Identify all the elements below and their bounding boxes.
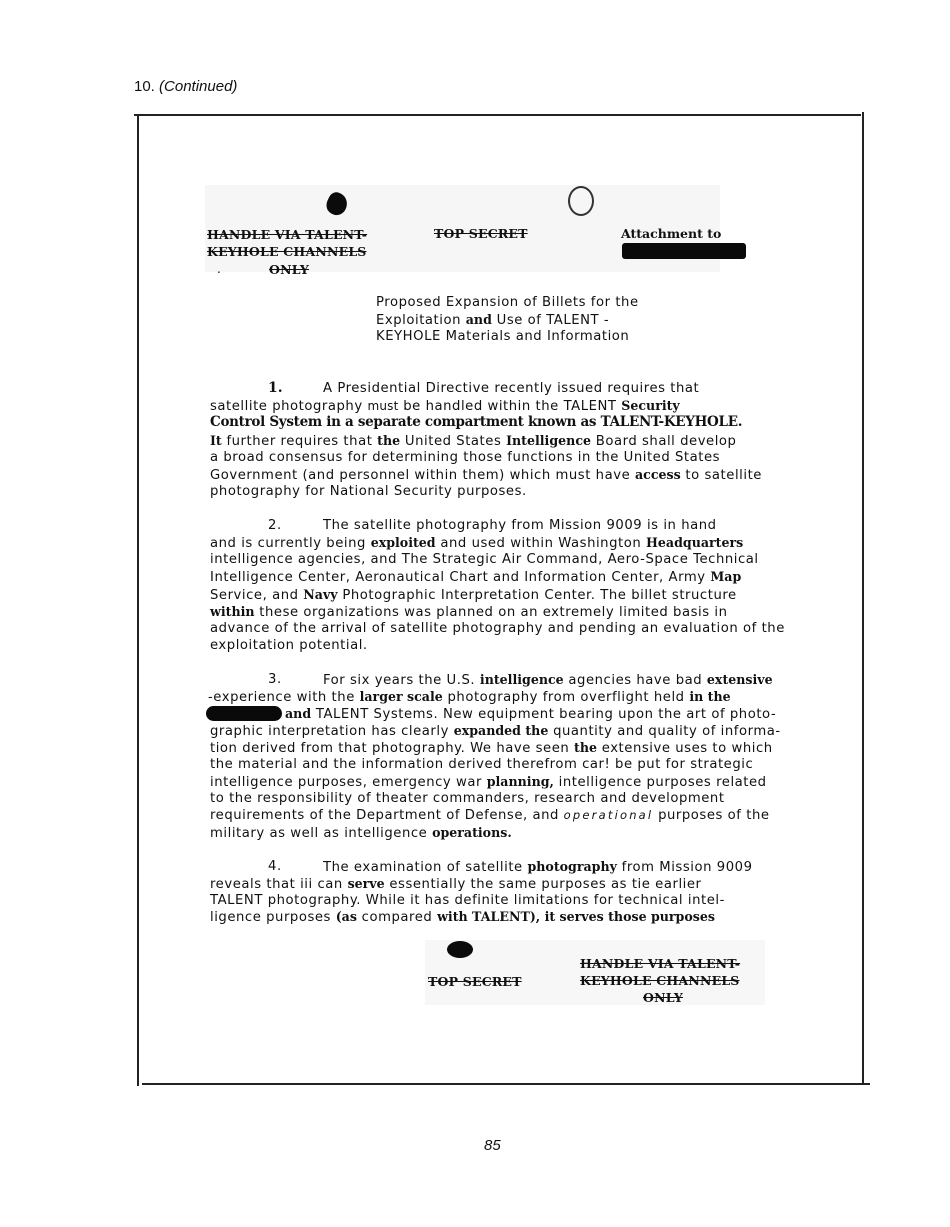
- footer-handle-line3: ONLY: [643, 990, 684, 1005]
- paragraph-line: advance of the arrival of satellite photography and pending an evaluation of the: [210, 621, 785, 636]
- memo-title-line3: KEYHOLE Materials and Information: [376, 329, 630, 344]
- paragraph-line: Intelligence Center, Aeronautical Chart and Information Center, Army Map: [210, 569, 742, 585]
- handle-via-line3: ONLY: [269, 262, 310, 277]
- paragraph-line: photography for National Security purposes.: [210, 484, 527, 499]
- frame-right-border: [862, 112, 864, 1085]
- paragraph-line: ligence purposes (as compared with TALENT), it serves those purposes: [210, 909, 715, 925]
- paragraph-line: The satellite photography from Mission 9009 is in hand: [323, 518, 717, 533]
- paragraph-number: 1.: [268, 380, 283, 396]
- continued-label: (Continued): [159, 78, 238, 95]
- paragraph-line: the material and the information derived therefrom car! be put for strategic: [210, 757, 754, 772]
- paragraph-line: -experience with the larger scale photography from overflight held in the: [208, 689, 731, 705]
- memo-title-line2: Exploitation and Use of TALENT -: [376, 312, 610, 328]
- handle-via-line2: KEYHOLE CHANNELS: [207, 244, 367, 259]
- frame-left-border: [137, 116, 139, 1086]
- frame-top-border: [134, 114, 861, 116]
- paragraph-line: TALENT photography. While it has definite limitations for technical intel-: [210, 893, 725, 908]
- section-label: [134, 78, 237, 95]
- memo-title-line1: Proposed Expansion of Billets for the: [376, 295, 639, 310]
- header-classification: TOP SECRET: [434, 226, 528, 241]
- seal-mark-icon: [568, 186, 594, 216]
- footer-handle-line2: KEYHOLE CHANNELS: [580, 973, 740, 988]
- paragraph-line: Service, and Navy Photographic Interpretation Center. The billet structure: [210, 587, 737, 603]
- paragraph-line: Government (and personnel within them) which must have access to satellite: [210, 467, 762, 483]
- attachment-label: Attachment to: [621, 226, 722, 241]
- paragraph-line: to the responsibility of theater commanders, research and development: [210, 791, 725, 806]
- paragraph-line: and TALENT Systems. New equipment bearing upon the art of photo-: [285, 706, 777, 722]
- paragraph-line: Control System in a separate compartment known as TALENT-KEYHOLE.: [210, 414, 743, 430]
- paragraph-line: satellite photography must be handled within the TALENT Security: [210, 398, 680, 414]
- paragraph-number: 3.: [268, 672, 282, 687]
- paragraph-number: 4.: [268, 859, 282, 874]
- frame-bottom-border: [142, 1083, 870, 1085]
- header-dot: .: [217, 262, 221, 276]
- paragraph-line: military as well as intelligence operations.: [210, 825, 512, 841]
- redaction-bar: [622, 243, 746, 259]
- paragraph-line: tion derived from that photography. We have seen the extensive uses to which: [210, 740, 773, 756]
- paragraph-line: exploitation potential.: [210, 638, 368, 653]
- redaction-bar: [206, 706, 282, 721]
- footer-classification: TOP SECRET: [428, 974, 522, 989]
- paragraph-line: The examination of satellite photography from Mission 9009: [323, 859, 753, 875]
- paragraph-line: reveals that iii can serve essentially the same purposes as tie earlier: [210, 876, 702, 892]
- paragraph-number: 2.: [268, 518, 282, 533]
- paragraph-line: within these organizations was planned on an extremely limited basis in: [210, 604, 728, 620]
- ink-blot-mark: [447, 941, 473, 958]
- paragraph-line: intelligence purposes, emergency war planning, intelligence purposes related: [210, 774, 767, 790]
- paragraph-line: and is currently being exploited and used within Washington Headquarters: [210, 535, 744, 551]
- paragraph-line: a broad consensus for determining those functions in the United States: [210, 450, 721, 465]
- footer-handle-line1: HANDLE VIA TALENT-: [580, 956, 741, 971]
- paragraph-line: requirements of the Department of Defense, and operational purposes of the: [210, 808, 770, 823]
- paragraph-line: For six years the U.S. intelligence agencies have bad extensive: [323, 672, 773, 688]
- paragraph-line: graphic interpretation has clearly expanded the quantity and quality of informa-: [210, 723, 781, 739]
- handle-via-line1: HANDLE VIA TALENT-: [207, 227, 368, 242]
- paragraph-line: intelligence agencies, and The Strategic Air Command, Aero-Space Technical: [210, 552, 759, 567]
- paragraph-line: It further requires that the United States Intelligence Board shall develop: [210, 433, 737, 449]
- paragraph-line: A Presidential Directive recently issued requires that: [323, 381, 700, 396]
- section-number: 10.: [134, 78, 155, 95]
- page-number: 85: [484, 1137, 501, 1154]
